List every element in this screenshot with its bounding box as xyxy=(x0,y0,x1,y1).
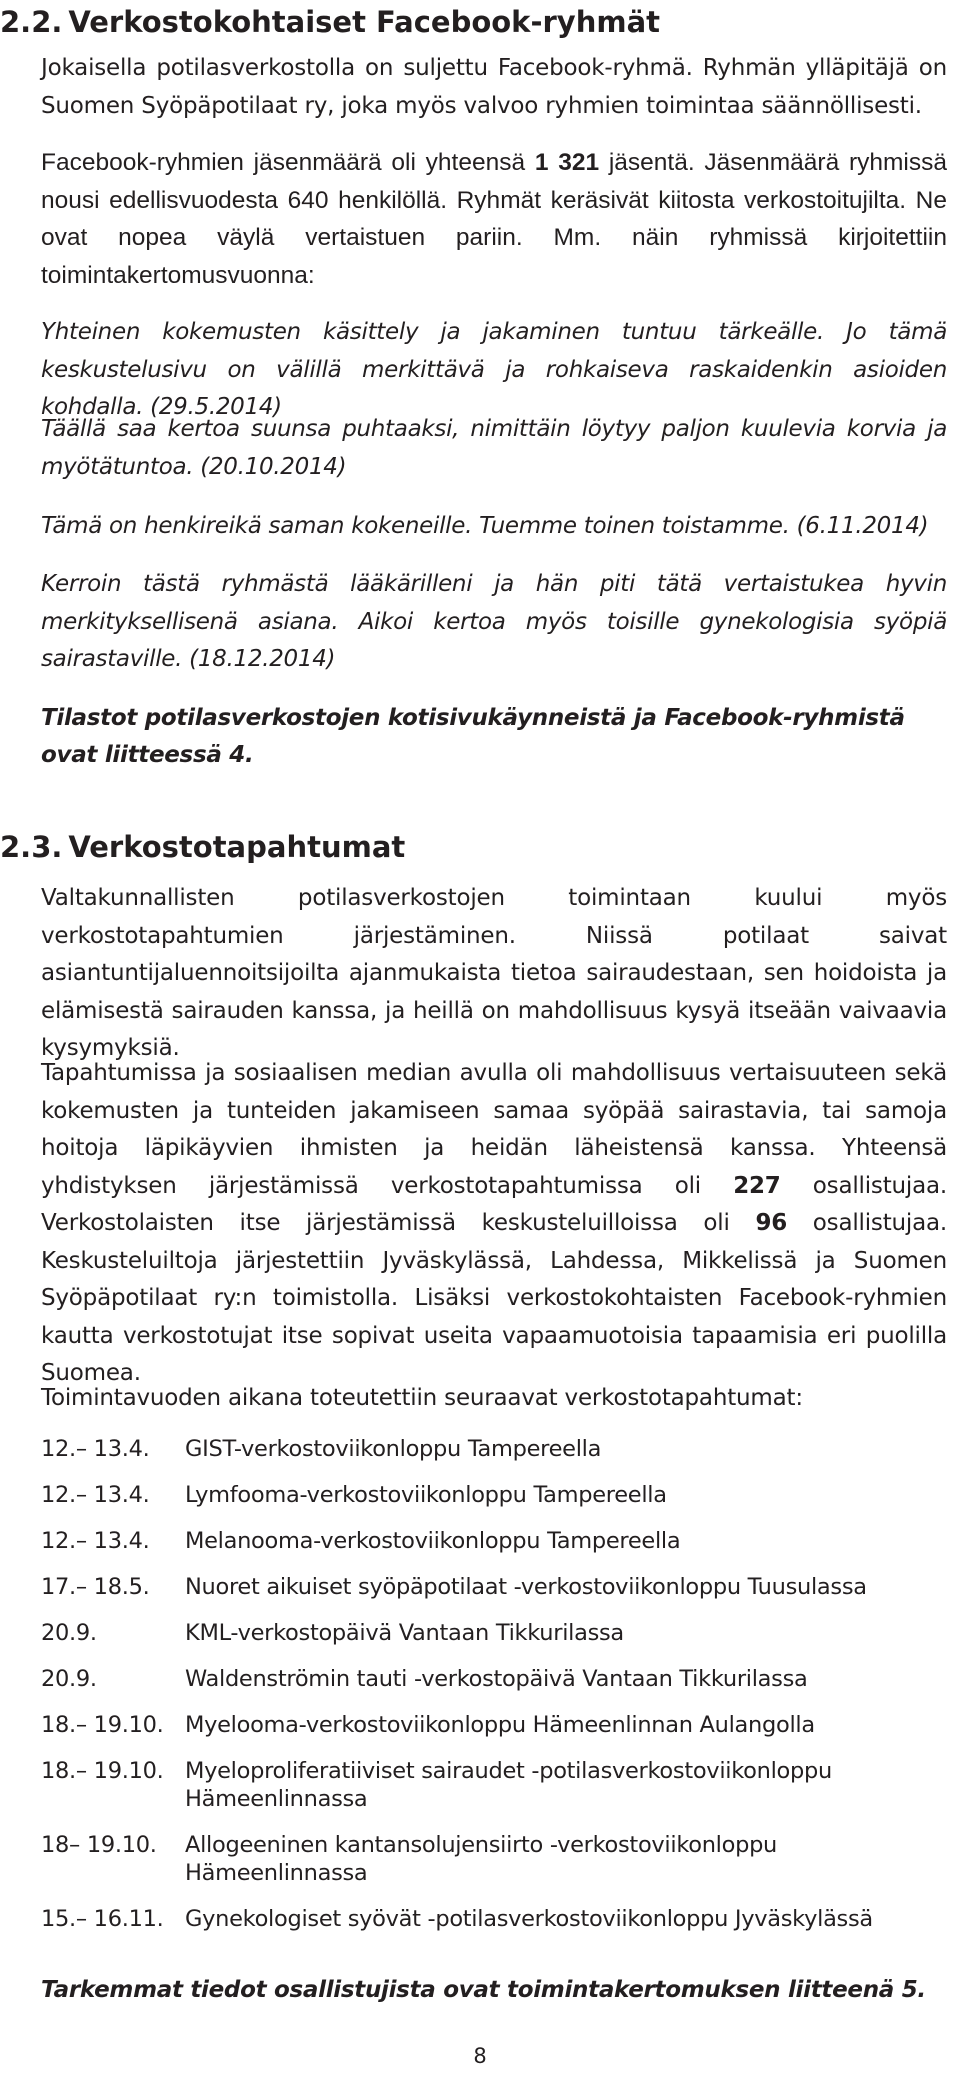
event-date: 12.– 13.4. xyxy=(41,1528,150,1554)
paragraph-events-list-intro: Toimintavuoden aikana toteutettiin seuraavat verkostotapahtumat: xyxy=(41,1385,803,1411)
event-item xyxy=(41,1481,947,1509)
member-quote: Kerroin tästä ryhmästä lääkärilleni ja hän piti tätä vertaistukea hyvin merkityksellisenä asiana. Aikoi kertoa myös toisille gynekologisia syöpiä sairastaville. (18.12.2014) xyxy=(41,571,947,672)
event-item xyxy=(41,1711,947,1739)
event-name: Nuoret aikuiset syöpäpotilaat -verkostoviikonloppu Tuusulassa xyxy=(185,1574,867,1600)
paragraph-member-count xyxy=(41,144,947,294)
event-name: Allogeeninen kantansolujensiirto -verkostoviikonloppu Hämeenlinnassa xyxy=(185,1832,778,1886)
member-quote: Täällä saa kertoa suunsa puhtaaksi, nimittäin löytyy paljon kuulevia korvia ja myötätuntoa. (20.10.2014) xyxy=(41,416,947,480)
event-date: 15.– 16.11. xyxy=(41,1906,164,1932)
event-date: 12.– 13.4. xyxy=(41,1436,150,1462)
participant-count-events: 227 xyxy=(733,1172,781,1199)
section-number: 2.3. xyxy=(0,830,63,864)
event-item xyxy=(41,1573,947,1601)
event-name: Gynekologiset syövät -potilasverkostoviikonloppu Jyväskylässä xyxy=(185,1906,873,1932)
event-date: 18– 19.10. xyxy=(41,1832,157,1858)
statistics-note: Tilastot potilasverkostojen kotisivukäynneistä ja Facebook-ryhmistä ovat liitteessä 4. xyxy=(41,705,905,768)
event-item xyxy=(41,1757,947,1813)
event-item xyxy=(41,1831,947,1887)
participant-count-discussion-evenings: 96 xyxy=(755,1210,788,1236)
section-heading-network-events xyxy=(0,829,405,865)
section-title: Verkostotapahtumat xyxy=(68,830,406,864)
event-name: Waldenströmin tauti -verkostopäivä Vantaan Tikkurilassa xyxy=(185,1666,808,1692)
event-date: 18.– 19.10. xyxy=(41,1758,164,1784)
page-number: 8 xyxy=(473,2044,487,2068)
paragraph-closed-groups: Jokaisella potilasverkostolla on suljettu Facebook-ryhmä. Ryhmän ylläpitäjä on Suomen Syöpäpotilaat ry, joka myös valvoo ryhmien toimintaa säännöllisesti. xyxy=(41,55,947,119)
event-name: GIST-verkostoviikonloppu Tampereella xyxy=(185,1436,602,1462)
event-date: 18.– 19.10. xyxy=(41,1712,164,1738)
event-date: 12.– 13.4. xyxy=(41,1482,150,1508)
event-item xyxy=(41,1619,947,1647)
member-quote: Yhteinen kokemusten käsittely ja jakaminen tuntuu tärkeälle. Jo tämä keskustelusivu on välillä merkittävä ja rohkaiseva raskaidenkin asioiden kohdalla. (29.5.2014) xyxy=(41,319,947,420)
member-count-value: 1 321 xyxy=(534,149,600,176)
section-heading-facebook-groups xyxy=(0,4,660,40)
member-count-text-before: Facebook-ryhmien jäsenmäärä oli yhteensä xyxy=(41,149,535,176)
event-date: 17.– 18.5. xyxy=(41,1574,150,1600)
section-title: Verkostokohtaiset Facebook-ryhmät xyxy=(68,5,661,39)
participants-note: Tarkemmat tiedot osallistujista ovat toimintakertomuksen liitteenä 5. xyxy=(41,1977,926,2003)
member-quote: Tämä on henkireikä saman kokeneille. Tuemme toinen toistamme. (6.11.2014) xyxy=(41,513,929,539)
event-item xyxy=(41,1435,947,1463)
event-item xyxy=(41,1527,947,1555)
event-name: Myelooma-verkostoviikonloppu Hämeenlinnan Aulangolla xyxy=(185,1712,815,1738)
event-date: 20.9. xyxy=(41,1666,97,1692)
event-name: Myeloproliferatiiviset sairaudet -potilasverkostoviikonloppu Hämeenlinnassa xyxy=(185,1758,832,1812)
section-number: 2.2. xyxy=(0,5,63,39)
event-item xyxy=(41,1905,947,1933)
participation-text-a: Tapahtumissa ja sosiaalisen median avulla oli mahdollisuus vertaisuuteen sekä kokemusten ja tunteiden jakamiseen samaa syöpää sairastavia, tai samoja hoitoja läpikäyvien ihmisten ja heidän läheistensä kanssa. Yhteensä yhdistyksen järjestämissä verkostotapahtumissa oli xyxy=(41,1060,947,1199)
participation-text-c: osallistujaa. Keskusteluiltoja järjestettiin Jyväskylässä, Lahdessa, Mikkelissä ja Suomen Syöpäpotilaat ry:n toimistolla. Lisäksi verkostokohtaisten Facebook-ryhmien kautta verkostotujat itse sopivat useita vapaamuotoisia tapaamisia eri puolilla Suomea. xyxy=(41,1210,947,1386)
event-date: 20.9. xyxy=(41,1620,97,1646)
paragraph-events-intro: Valtakunnallisten potilasverkostojen toimintaan kuului myös verkostotapahtumien järjestäminen. Niissä potilaat saivat asiantuntijaluennoitsijoilta ajanmukaista tietoa sairaudestaan, sen hoidoista ja elämisestä sairauden kanssa, ja heillä on mahdollisuus kysyä itseään vaivaavia kysymyksiä. xyxy=(41,885,947,1061)
participation-text-b: osallistujaa. Verkostolaisten itse järjestämissä keskusteluilloissa oli xyxy=(41,1172,947,1236)
event-name: Melanooma-verkostoviikonloppu Tampereella xyxy=(185,1528,681,1554)
event-item xyxy=(41,1665,947,1693)
event-name: KML-verkostopäivä Vantaan Tikkurilassa xyxy=(185,1620,624,1646)
member-count-text-after: jäsentä. Jäsenmäärä ryhmissä nousi edellisvuodesta 640 henkilöllä. Ryhmät keräsivät kiitosta verkostoitujilta. Ne ovat nopea väylä vertaistuen pariin. Mm. näin ryhmissä kirjoitettiin toimintakertomusvuonna: xyxy=(41,149,947,289)
paragraph-events-participation xyxy=(41,1055,947,1393)
event-name: Lymfooma-verkostoviikonloppu Tampereella xyxy=(185,1482,667,1508)
